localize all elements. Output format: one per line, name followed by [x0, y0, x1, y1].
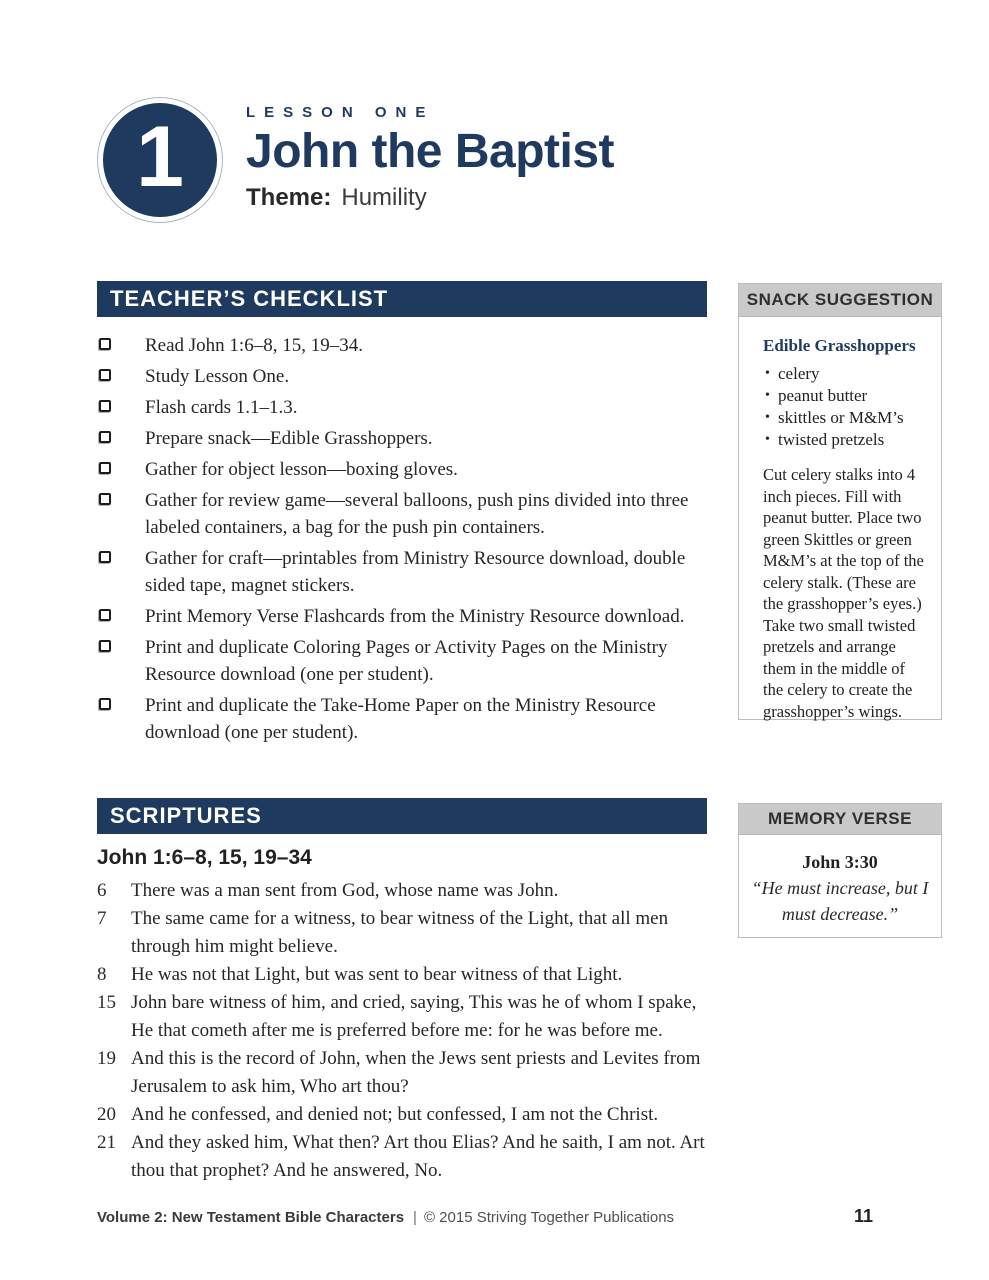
snack-ingredient: • twisted pretzels: [763, 429, 927, 450]
checkbox-icon: [99, 369, 111, 381]
checklist-item: [97, 545, 707, 599]
page-header: [246, 104, 886, 212]
verse-number: 21: [97, 1132, 116, 1153]
theme-label: Theme:: [246, 183, 332, 211]
checkbox-icon: [99, 640, 111, 652]
verse-text: John bare witness of him, and cried, saying, This was he of whom I spake, He that cometh after me is preferred before me: for he was before me.: [131, 992, 697, 1041]
verse-text: The same came for a witness, to bear witness of the Light, that all men through him might believe.: [131, 908, 669, 957]
memory-verse-header: MEMORY VERSE: [739, 804, 941, 835]
verse-text: And they asked him, What then? Art thou Elias? And he saith, I am not. Art thou that prophet? And he answered, No.: [131, 1132, 705, 1181]
footer-volume: Volume 2: New Testament Bible Characters: [97, 1209, 405, 1226]
checklist-item-label: Read John 1:6–8, 15, 19–34.: [145, 335, 363, 356]
footer: [97, 1209, 674, 1226]
checklist-item: [97, 363, 707, 390]
footer-separator: |: [413, 1209, 417, 1226]
scripture-reference: John 1:6–8, 15, 19–34: [97, 846, 312, 869]
checklist-item-label: Gather for review game—several balloons, push pins divided into three labeled containers, a bag for the push pin containers.: [145, 490, 689, 538]
verse-text: And this is the record of John, when the Jews sent priests and Levites from Jerusalem to ask him, Who art thou?: [131, 1048, 701, 1097]
memory-verse-box: [738, 803, 942, 938]
checklist-item: [97, 487, 707, 541]
lesson-number-badge: [97, 97, 223, 223]
snack-ingredient-list: [763, 363, 927, 450]
checklist-item: [97, 692, 707, 746]
verse-row: [97, 1129, 707, 1185]
snack-ingredient: • skittles or M&M’s: [763, 407, 927, 428]
verse-number: 6: [97, 880, 107, 901]
checkbox-icon: [99, 400, 111, 412]
checkbox-icon: [99, 551, 111, 563]
verse-row: [97, 989, 707, 1045]
checklist-header-bar: TEACHER’S CHECKLIST: [97, 281, 707, 317]
verse-text: There was a man sent from God, whose name was John.: [131, 880, 559, 901]
verse-number: 15: [97, 992, 116, 1013]
verse-number: 7: [97, 908, 107, 929]
page-number: 11: [854, 1206, 874, 1226]
verse-number: 20: [97, 1104, 116, 1125]
theme-line: [246, 184, 886, 212]
lesson-number-circle: [103, 103, 217, 217]
verse-text: He was not that Light, but was sent to bear witness of that Light.: [131, 964, 623, 985]
memory-verse-reference: John 3:30: [802, 852, 878, 872]
theme-value: Humility: [341, 183, 427, 211]
footer-copyright: © 2015 Striving Together Publications: [423, 1209, 675, 1226]
checkbox-icon: [99, 431, 111, 443]
snack-ingredient: • celery: [763, 363, 927, 384]
checklist-item-label: Study Lesson One.: [145, 366, 290, 387]
checklist-item-label: Print Memory Verse Flashcards from the Ministry Resource download.: [145, 606, 685, 627]
checklist-item-label: Gather for craft—printables from Ministry Resource download, double sided tape, magnet stickers.: [145, 548, 686, 596]
memory-verse-body: [739, 835, 941, 927]
verse-row: [97, 961, 707, 989]
snack-suggestion-box: [738, 283, 942, 720]
checkbox-icon: [99, 698, 111, 710]
verse-list: [97, 877, 707, 1185]
snack-title: Edible Grasshoppers: [763, 336, 916, 355]
snack-suggestion-header: SNACK SUGGESTION: [739, 284, 941, 317]
lesson-eyebrow: LESSON ONE: [246, 104, 435, 121]
checkbox-icon: [99, 609, 111, 621]
checklist-item-label: Print and duplicate Coloring Pages or Activity Pages on the Ministry Resource download (one per student).: [145, 637, 668, 685]
checklist-item-label: Print and duplicate the Take-Home Paper on the Ministry Resource download (one per student).: [145, 695, 656, 743]
snack-suggestion-body: [739, 317, 941, 734]
teachers-checklist-section: [97, 281, 707, 750]
checklist-item-label: Gather for object lesson—boxing gloves.: [145, 459, 458, 480]
checklist-item: [97, 332, 707, 359]
checklist: [97, 332, 707, 746]
scriptures-header-bar: SCRIPTURES: [97, 798, 707, 834]
verse-row: [97, 877, 707, 905]
lesson-number: 1: [136, 109, 184, 205]
checklist-item-label: Prepare snack—Edible Grasshoppers.: [145, 428, 433, 449]
checklist-item: [97, 634, 707, 688]
checkbox-icon: [99, 338, 111, 350]
verse-number: 19: [97, 1048, 116, 1069]
checklist-item: [97, 394, 707, 421]
memory-verse-text: “He must increase, but I must decrease.”: [751, 878, 929, 924]
page-title: John the Baptist: [246, 125, 615, 178]
checklist-item: [97, 456, 707, 483]
scriptures-section: [97, 798, 707, 1185]
checklist-item: [97, 425, 707, 452]
checklist-item: [97, 603, 707, 630]
checkbox-icon: [99, 462, 111, 474]
checklist-item-label: Flash cards 1.1–1.3.: [145, 397, 298, 418]
verse-text: And he confessed, and denied not; but confessed, I am not the Christ.: [131, 1104, 659, 1125]
verse-row: [97, 1101, 707, 1129]
snack-instructions: Cut celery stalks into 4 inch pieces. Fill with peanut butter. Place two green Skittles or green M&M’s at the top of the celery stalk. (These are the grasshopper’s eyes.) Take two small twisted pretzels and arrange them in the middle of the celery to create the grasshopper’s wings.: [763, 465, 924, 721]
snack-ingredient: • peanut butter: [763, 385, 927, 406]
verse-row: [97, 1045, 707, 1101]
checkbox-icon: [99, 493, 111, 505]
verse-row: [97, 905, 707, 961]
verse-number: 8: [97, 964, 107, 985]
